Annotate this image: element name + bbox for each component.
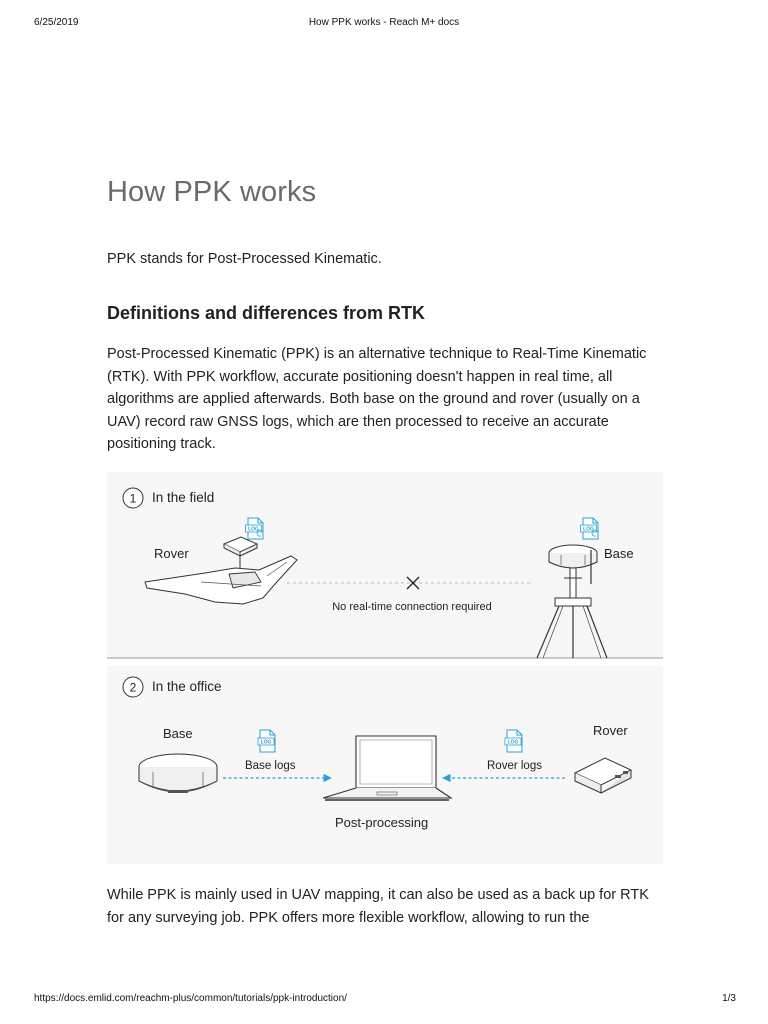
log-icon-label: LOG — [248, 526, 259, 533]
log-icon-label: LOG — [260, 739, 272, 746]
log-icon-label: LOG — [583, 526, 594, 533]
rover-logs-label: Rover logs — [487, 760, 542, 772]
step-1-title: In the field — [152, 490, 215, 505]
page-number: 1/3 — [722, 993, 736, 1004]
step-2-badge — [123, 677, 143, 697]
step-1-badge — [123, 488, 143, 508]
step-1-number: 1 — [129, 491, 137, 506]
step-2-number: 2 — [129, 680, 137, 695]
office-rover-label: Rover — [593, 723, 628, 738]
log-file-icon — [505, 730, 522, 752]
field-rover-label: Rover — [154, 546, 189, 561]
post-processing-label: Post-processing — [335, 815, 429, 830]
panel-in-the-office — [107, 666, 663, 864]
intro-paragraph: PPK stands for Post-Processed Kinematic. — [107, 251, 382, 267]
panel-in-the-field — [107, 472, 663, 658]
paragraph-definitions: Post-Processed Kinematic (PPK) is an alternative technique to Real-Time Kinematic (RTK). With PPK workflow, accurate positioning doesn't happen in real time, all algorithms are applied afterwards. Both base on the ground and rover (usually on a UAV) record raw GNSS logs, which are then processed to receive an accurate positioning track. — [107, 346, 647, 453]
print-date: 6/25/2019 — [34, 17, 79, 28]
print-page-title: How PPK works - Reach M+ docs — [308, 17, 460, 28]
paragraph-usage: While PPK is mainly used in UAV mapping, it can also be used as a back up for RTK for any surveying job. PPK offers more flexible workflow, allowing to run the — [107, 887, 649, 926]
page-url: https://docs.emlid.com/reachm-plus/common/tutorials/ppk-introduction/ — [34, 993, 347, 1004]
page-title: How PPK works — [107, 176, 317, 208]
step-2-title: In the office — [152, 679, 222, 694]
print-header — [0, 17, 768, 31]
log-icon-label: LOG — [507, 739, 519, 746]
ppk-workflow-diagram — [107, 472, 663, 864]
print-footer — [0, 993, 768, 1007]
no-connection-label: No real-time connection required — [332, 601, 492, 613]
log-file-icon — [258, 730, 275, 752]
log-file-icon — [581, 518, 599, 539]
section-heading: Definitions and differences from RTK — [107, 303, 426, 323]
office-base-label: Base — [163, 726, 193, 741]
base-logs-label: Base logs — [245, 760, 296, 772]
field-base-label: Base — [604, 546, 634, 561]
log-file-icon — [246, 518, 264, 539]
